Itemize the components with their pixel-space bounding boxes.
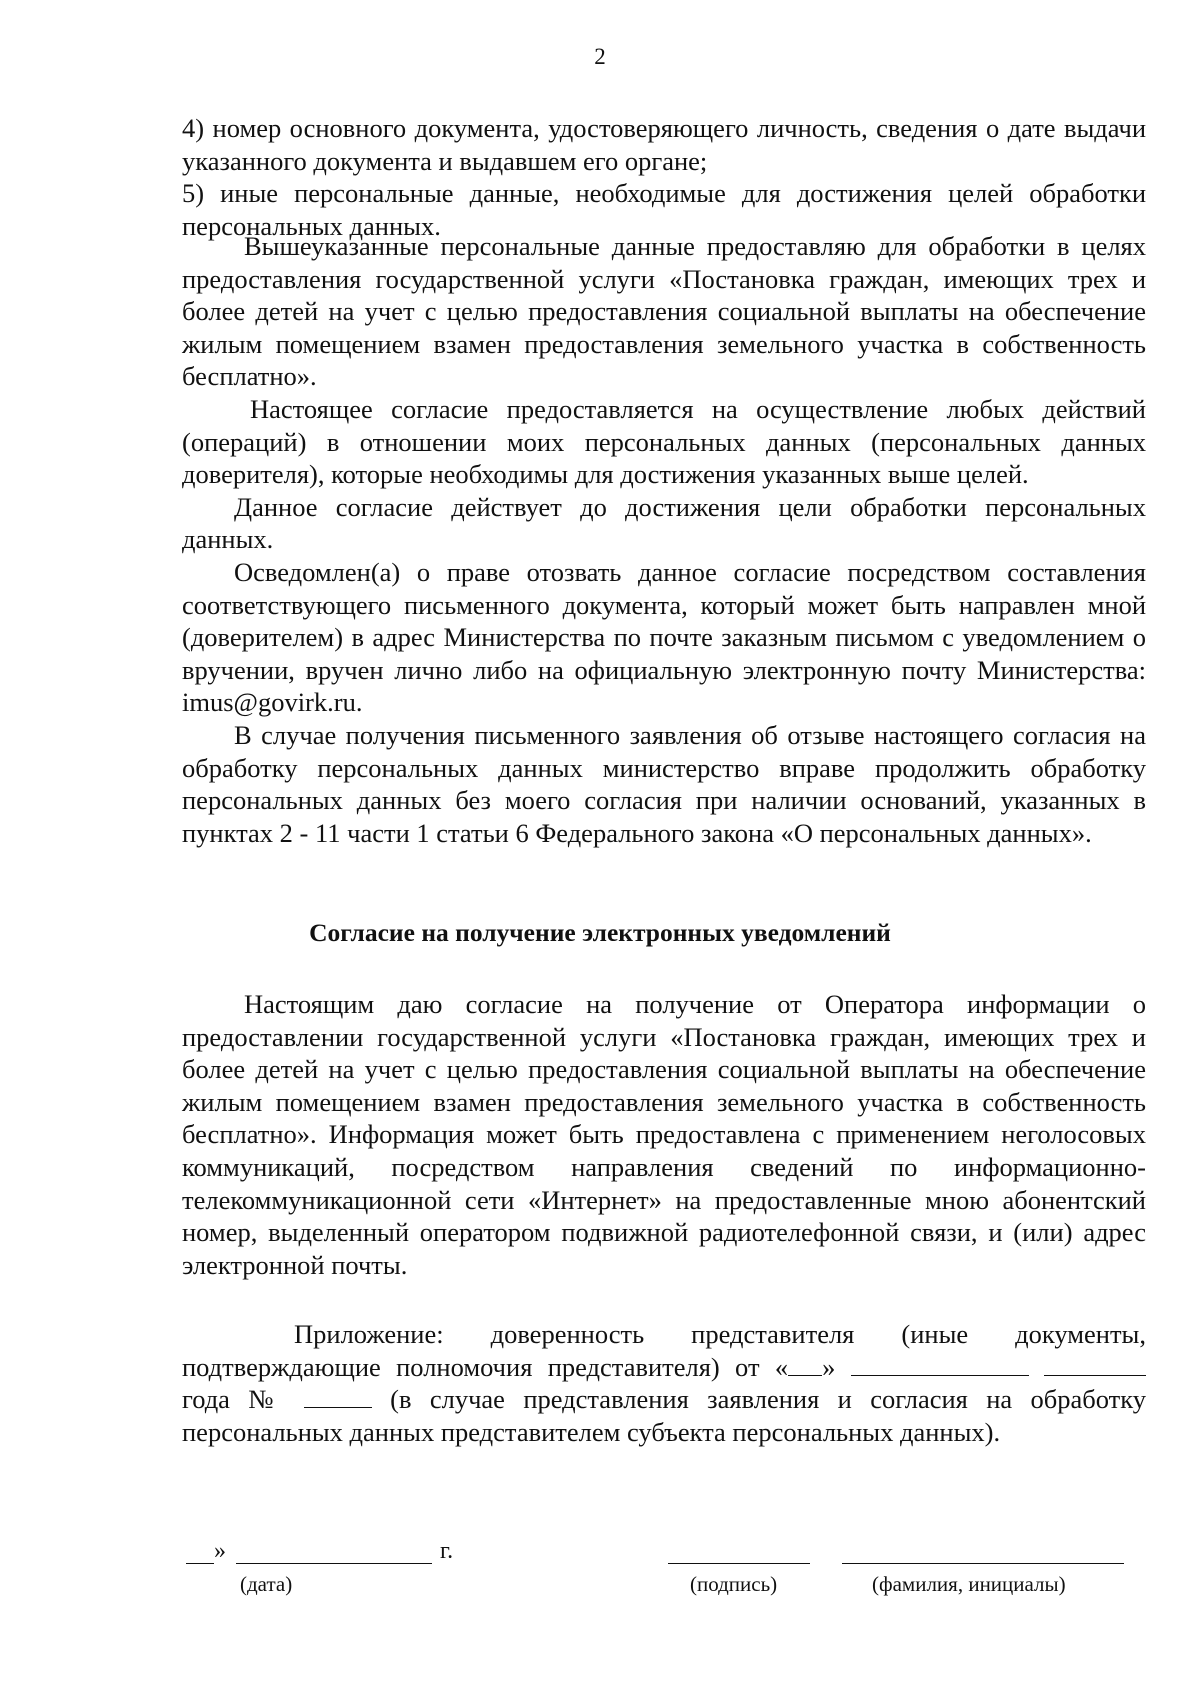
number-blank — [304, 1385, 372, 1408]
paragraph: Настоящее согласие предоставляется на осуществление любых действий (операций) в отношении моих персональных данных (персональных данных доверителя), которые необходимы для достижения указанных выше целей. — [182, 393, 1146, 490]
section-heading: Согласие на получение электронных уведомлений — [309, 918, 891, 947]
attachment-text-4: (в случае представления заявления и согласия на обработку персональных данных представителем субъекта персональных данных). — [182, 1384, 1147, 1447]
date-quote: » — [214, 1538, 226, 1564]
month-line — [236, 1563, 432, 1564]
day-blank — [788, 1353, 822, 1376]
signature-line — [668, 1563, 810, 1564]
list-items — [182, 112, 1146, 242]
month-blank — [851, 1353, 1029, 1376]
name-caption: (фамилия, инициалы) — [872, 1572, 1066, 1596]
consent-block — [182, 988, 1146, 1281]
date-caption: (дата) — [240, 1572, 293, 1596]
list-item: 4) номер основного документа, удостоверяющего личность, сведения о дате выдачи указанного документа и выдавшем его органе; — [182, 113, 1146, 176]
page-number: 2 — [594, 44, 606, 69]
attachment-paragraph — [182, 1318, 1146, 1448]
day-line — [186, 1563, 214, 1564]
name-line — [842, 1563, 1124, 1564]
paragraph: Осведомлен(а) о праве отозвать данное согласие посредством составления соответствующего письменного документа, который может быть направлен мной (доверителем) в адрес Министерства по почте заказным письмом с уведомлением о вручении, вручен лично либо на официальную электронную почту Министерства: imus@govirk.ru. — [182, 556, 1146, 718]
attachment-block — [182, 1318, 1146, 1448]
year-suffix: г. — [440, 1538, 454, 1564]
signature-caption: (подпись) — [690, 1572, 778, 1596]
consent-paragraph: Настоящим даю согласие на получение от Оператора информации о предоставлении государственной услуги «Постановка граждан, имеющих трех и более детей на учет с целью предоставления социальной выплаты на обеспечение жилым помещением взамен предоставления земельного участка в собственность бесплатно». Информация может быть предоставлена с применением неголосовых коммуникаций, посредством направления сведений по информационно-телекоммуникационной сети «Интернет» на предоставленные мною абонентский номер, выделенный оператором подвижной радиотелефонной связи, и (или) адрес электронной почты. — [182, 989, 1146, 1280]
year-blank — [1044, 1353, 1146, 1376]
attachment-text-3: года № — [182, 1384, 286, 1415]
paragraph: В случае получения письменного заявления об отзыве настоящего согласия на обработку персональных данных министерство вправе продолжить обработку персональных данных без моего согласия при наличии оснований, указанных в пунктах 2 - 11 части 1 статьи 6 Федерального закона «О персональных данных». — [182, 719, 1146, 848]
attachment-text-1: Приложение: доверенность представителя (иные документы, подтверждающие полномочия представителя) от « — [182, 1319, 1146, 1382]
paragraph: Данное согласие действует до достижения цели обработки персональных данных. — [182, 491, 1146, 555]
attachment-text-2: » — [822, 1351, 836, 1382]
list-item: 5) иные персональные данные, необходимые для достижения целей обработки персональных данных. — [182, 178, 1146, 241]
paragraph: Вышеуказанные персональные данные предоставляю для обработки в целях предоставления государственной услуги «Постановка граждан, имеющих трех и более детей на учет с целью предоставления социальной выплаты на обеспечение жилым помещением взамен предоставления земельного участка в собственность бесплатно». — [182, 231, 1146, 392]
body-paragraphs — [182, 230, 1146, 849]
